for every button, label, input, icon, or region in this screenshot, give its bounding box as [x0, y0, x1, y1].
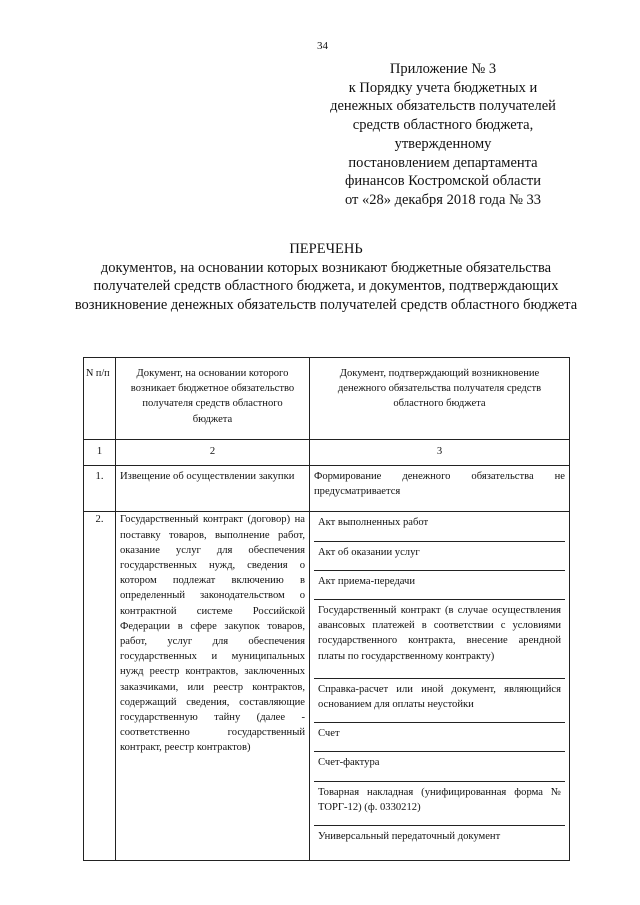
confirming-document-item: Справка-расчет или иной документ, являющийся основанием для оплаты неустойки: [314, 678, 565, 722]
table-row: [84, 512, 570, 861]
documents-table: [83, 357, 570, 861]
column-number: 2: [116, 439, 310, 465]
confirming-document-item: Товарная накладная (унифицированная форма № ТОРГ-12) (ф. 0330212): [314, 781, 565, 825]
column-number-row: [84, 439, 570, 465]
appendix-line: утвержденному: [394, 135, 492, 152]
document-heading: [40, 240, 612, 314]
basis-document-cell: Извещение об осуществлении закупки: [116, 466, 310, 512]
appendix-line: к Порядку учета бюджетных и: [348, 79, 538, 96]
appendix-line: от «28» декабря 2018 года № 33: [344, 191, 542, 208]
appendix-line: Приложение № 3: [389, 61, 497, 77]
appendix-line: денежных обязательств получателей: [330, 98, 556, 115]
column-number: 3: [310, 439, 570, 465]
column-number: 1: [84, 439, 116, 465]
page-number: 34: [317, 40, 328, 52]
header-basis-document: Документ, на основании которого возникает бюджетное обязательство получателя средств областного бюджета: [116, 358, 310, 440]
header-confirming-document: Документ, подтверждающий возникновение денежного обязательства получателя средств областного бюджета: [310, 358, 570, 440]
header-number: N п/п: [84, 358, 116, 440]
confirming-document-item: Акт приема-передачи: [314, 570, 565, 599]
appendix-header: [318, 60, 568, 210]
confirming-document-item: Счет: [314, 722, 565, 751]
confirming-document-item: Государственный контракт (в случае осуществления авансовых платежей в соответствии с условиями государственного контракта, внесение арендной платы по государственному контракту): [314, 599, 565, 678]
confirming-document-item: Акт об оказании услуг: [314, 541, 565, 570]
basis-document-cell: Государственный контракт (договор) на поставку товаров, выполнение работ, оказание услуг для обеспечения государственных нужд, сведения о котором подлежат включению в определенный законодательством о контрактной системе Российской Федерации в сфере закупок товаров, работ, услуг для обеспечения государственных и муниципальных нужд реестр контрактов, заключенных заказчиками, или реестр контрактов, содержащий сведения, составляющие государственную тайну (далее - соответственно государственный контракт, реестр контрактов): [116, 512, 310, 861]
document-subtitle: документов, на основании которых возникают бюджетные обязательства получателей средств областного бюджета, и документов, подтверждающих возникновение денежных обязательств получателей средств областного бюджета: [74, 259, 578, 313]
appendix-line: постановлением департамента: [348, 154, 538, 171]
appendix-line: средств областного бюджета,: [352, 117, 534, 134]
confirming-document-cell: Формирование денежного обязательства не предусматривается: [310, 466, 570, 512]
confirming-document-item: Акт выполненных работ: [318, 517, 429, 529]
row-number: 1.: [84, 466, 116, 512]
confirming-documents-list: [310, 512, 570, 861]
confirming-document-item: Счет-фактура: [314, 751, 565, 780]
table-header-row: [84, 358, 570, 440]
table-row: [84, 466, 570, 512]
row-number: 2.: [84, 512, 116, 861]
appendix-line: финансов Костромской области: [344, 173, 542, 190]
confirming-document-item: Универсальный передаточный документ: [314, 825, 565, 860]
document-title: ПЕРЕЧЕНЬ: [289, 241, 363, 257]
